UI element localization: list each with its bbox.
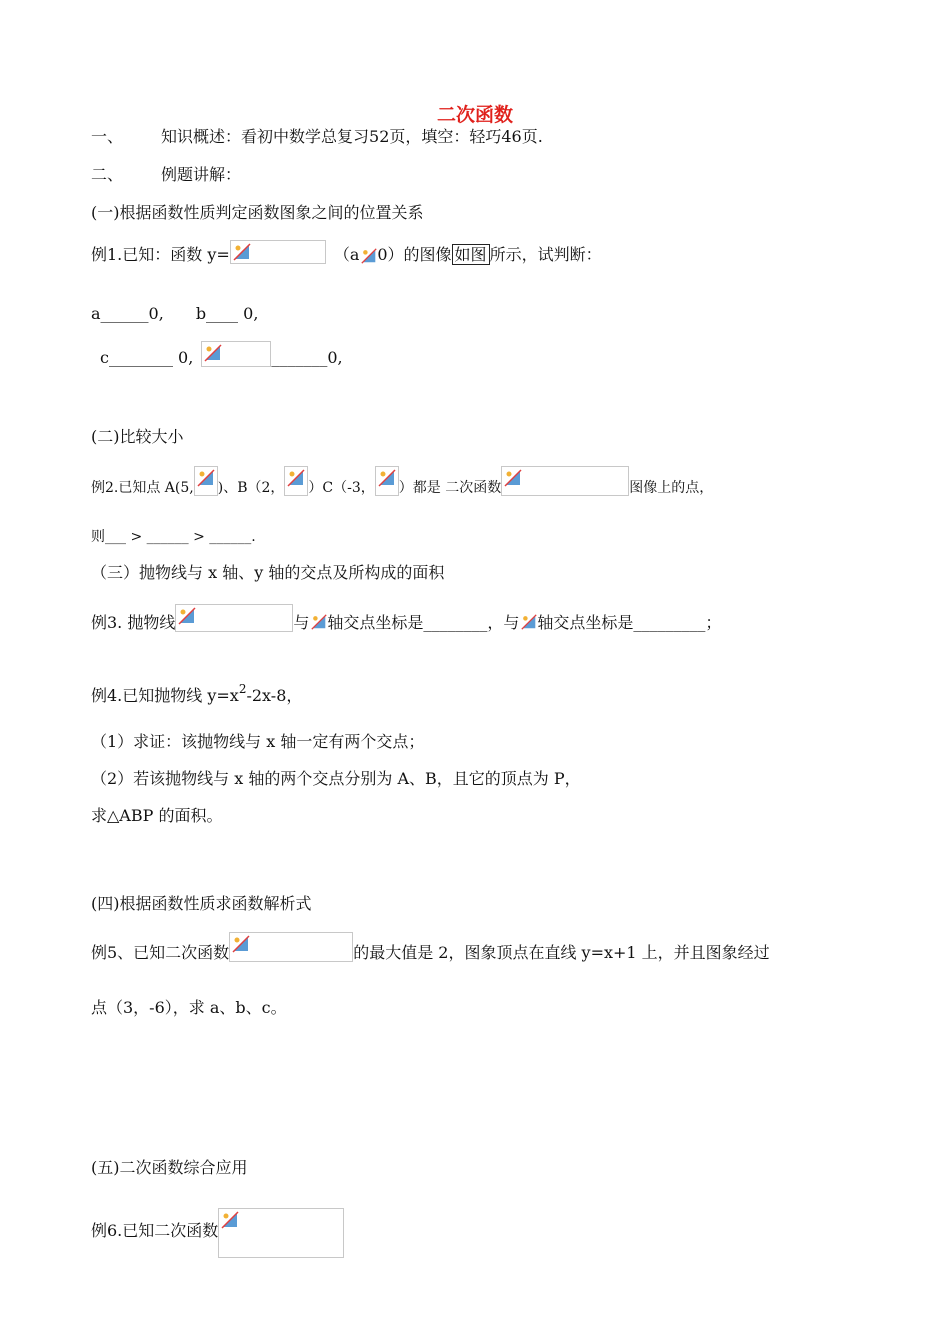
example-6-text: 例6.已知二次函数 [91, 1221, 219, 1240]
example-3-text-a: 例3. 抛物线 [91, 613, 176, 632]
broken-image-icon [230, 240, 326, 264]
document-title: 二次函数 [436, 104, 513, 126]
example-2 [91, 466, 713, 499]
broken-image-icon [284, 466, 308, 496]
broken-image-icon [175, 604, 293, 632]
example-1-fill-2 [100, 341, 343, 369]
example-1-text-c: 0）的图像 [377, 245, 452, 264]
broken-image-icon [201, 341, 271, 367]
broken-image-icon [375, 466, 399, 496]
example-5-line-2: 点（3，-6），求 a、b、c。 [91, 998, 287, 1017]
broken-image-icon [501, 466, 629, 496]
example-2-text-a: 例2.已知点 A(5, [91, 480, 194, 496]
part-1-heading: (一)根据函数性质判定函数图象之间的位置关系 [91, 203, 424, 222]
section-1-number: 一、 [91, 127, 124, 146]
example-3 [91, 604, 721, 634]
example-1-fill-1 [91, 303, 258, 325]
fill-a: a______0, [91, 304, 164, 323]
part-5-heading: (五)二次函数综合应用 [91, 1158, 248, 1177]
example-6 [91, 1208, 344, 1258]
section-1 [91, 126, 543, 148]
example-1-text-b: （a [333, 245, 360, 264]
section-2 [91, 164, 241, 186]
part-3-heading: （三）抛物线与 x 轴、y 轴的交点及所构成的面积 [91, 563, 445, 582]
example-3-text-c: 轴交点坐标是________，与 [327, 613, 520, 632]
example-4-text-a: 例4.已知抛物线 y=x [91, 686, 239, 705]
broken-image-icon [519, 612, 537, 632]
example-4-text-b: -2x-8， [246, 686, 303, 705]
example-1-text-d: 所示，试判断： [489, 245, 602, 264]
example-4-question-1: （1）求证：该抛物线与 x 轴一定有两个交点； [91, 732, 425, 751]
example-4-question-2: （2）若该抛物线与 x 轴的两个交点分别为 A、B，且它的顶点为 P， [91, 769, 581, 788]
example-4-question-3: 求△ABP 的面积。 [91, 806, 223, 825]
example-5 [91, 932, 770, 964]
example-3-text-d: 轴交点坐标是_________； [537, 613, 722, 632]
section-1-text: 知识概述：看初中数学总复习52页，填空：轻巧46页. [161, 127, 543, 146]
fill-b: b____ 0, [195, 304, 259, 323]
example-2-text-c: ）C（-3， [308, 480, 375, 496]
part-2-heading: (二)比较大小 [91, 427, 184, 446]
section-2-number: 二、 [91, 165, 124, 184]
example-2-text-d: ）都是 二次函数 [398, 480, 502, 496]
example-4 [91, 678, 302, 707]
example-5-text-a: 例5、已知二次函数 [91, 943, 230, 962]
boxed-reference: 如图 [452, 244, 490, 265]
example-2-text-b: )、B（2， [217, 480, 285, 496]
example-2-line-2: 则___ > ______ > ______. [91, 529, 256, 545]
broken-image-icon [218, 1208, 344, 1258]
exponent: 2 [238, 682, 247, 696]
broken-image-icon [194, 466, 218, 496]
broken-image-icon [309, 612, 327, 632]
example-5-text-b: 的最大值是 2，图象顶点在直线 y=x+1 上，并且图象经过 [353, 943, 770, 962]
example-1 [91, 240, 602, 266]
example-2-text-e: 图像上的点， [629, 480, 714, 496]
broken-image-icon [229, 932, 353, 962]
example-3-text-b: 与 [293, 613, 310, 632]
example-1-text-a: 例1.已知：函数 y= [91, 245, 230, 264]
section-2-text: 例题讲解： [161, 165, 242, 184]
broken-image-icon [359, 246, 377, 264]
part-4-heading: (四)根据函数性质求函数解析式 [91, 894, 312, 913]
fill-c: c________ 0, [100, 348, 194, 367]
fill-d: _______0, [271, 348, 343, 367]
